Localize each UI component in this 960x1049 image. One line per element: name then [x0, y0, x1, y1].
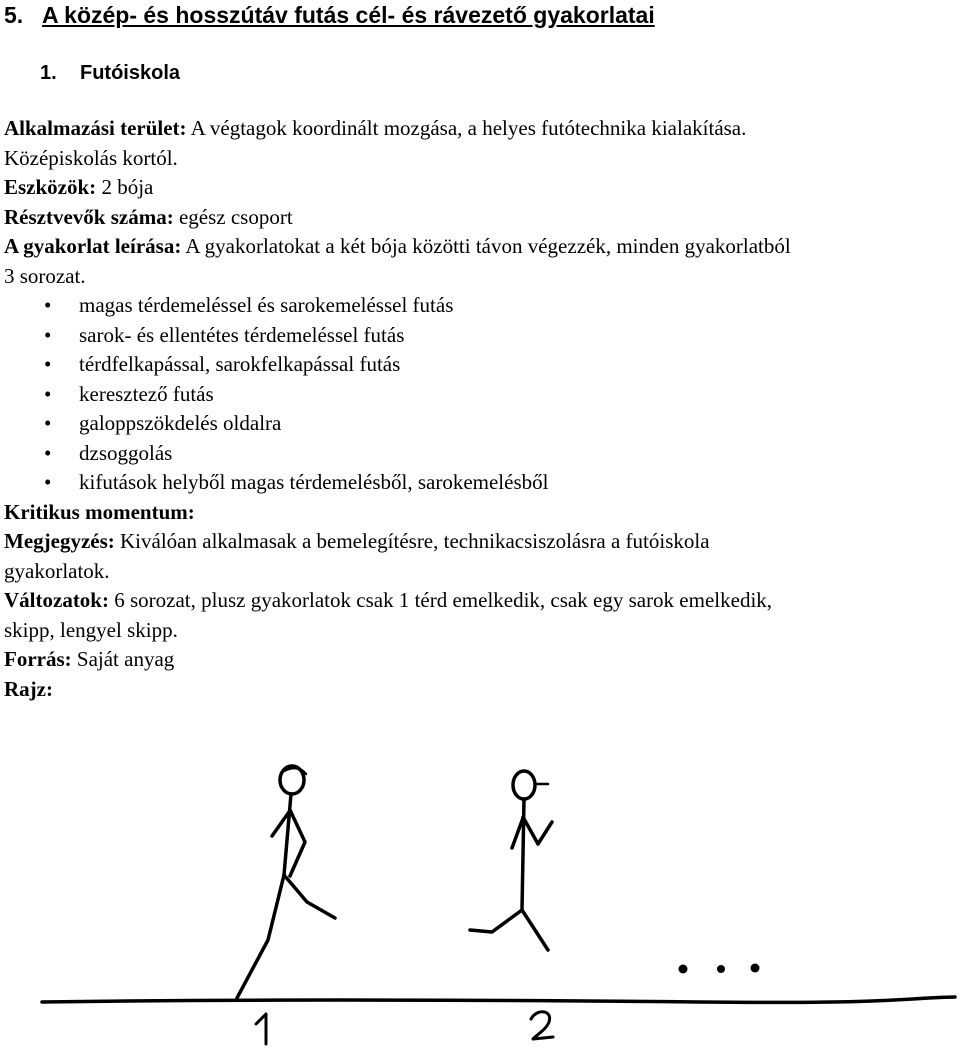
bullet-icon: •	[44, 322, 52, 347]
list-item	[4, 350, 956, 380]
exercise-number: 1.	[40, 62, 57, 84]
field-label: Résztvevők száma:	[4, 204, 174, 229]
field-label: Rajz:	[4, 676, 53, 701]
bullet-icon: •	[44, 440, 52, 465]
field-note-cont	[4, 557, 956, 587]
list-item	[4, 380, 956, 410]
field-variations	[4, 586, 956, 616]
field-value: 2 bója	[96, 175, 154, 199]
bullet-icon: •	[44, 411, 52, 435]
running-stick-figures-drawing	[0, 740, 960, 1049]
list-item	[4, 439, 956, 469]
field-application-area	[4, 114, 956, 144]
exercise-details	[4, 114, 956, 704]
field-label: Eszközök:	[4, 175, 97, 199]
list-item	[4, 321, 956, 351]
stick-figure-1	[237, 766, 335, 998]
number-label-1-icon	[256, 1014, 266, 1044]
ground-line	[42, 997, 955, 1002]
field-variations-cont	[4, 616, 956, 646]
field-equipment	[4, 173, 956, 203]
field-label: Változatok:	[4, 588, 109, 612]
field-value: skipp, lengyel skipp.	[4, 617, 178, 642]
field-critical-moment	[4, 498, 956, 528]
list-item-text: dzsoggolás	[79, 440, 173, 465]
field-note	[4, 527, 956, 557]
exercise-list	[4, 291, 956, 498]
list-item-text: kifutások helyből magas térdemelésből, sarokemelésből	[79, 470, 549, 494]
field-label: Megjegyzés:	[4, 529, 115, 553]
list-item-text: sarok- és ellentétes térdemeléssel futás	[79, 322, 405, 347]
bullet-icon: •	[44, 293, 52, 317]
list-item-text: galoppszökdelés oldalra	[79, 411, 282, 435]
field-value: egész csoport	[173, 204, 293, 229]
bullet-icon: •	[44, 381, 52, 406]
list-item-text: keresztező futás	[79, 381, 214, 406]
field-value: A gyakorlatokat a két bója közötti távon végezzék, minden gyakorlatból	[181, 234, 791, 258]
field-label: Kritikus momentum:	[4, 499, 195, 524]
list-item	[4, 291, 956, 321]
heading-number: 5.	[4, 2, 24, 28]
field-participants	[4, 203, 956, 233]
list-item-text: magas térdemeléssel és sarokemeléssel futás	[79, 293, 454, 317]
bullet-icon: •	[44, 352, 52, 376]
field-description	[4, 232, 956, 262]
list-item	[4, 468, 956, 498]
stick-figure-2	[470, 771, 552, 950]
field-value: 3 sorozat.	[4, 263, 86, 288]
heading-text: A közép- és hosszútáv futás cél- és rávezető gyakorlatai	[42, 2, 655, 28]
field-value: gyakorlatok.	[4, 558, 110, 583]
field-label: Forrás:	[4, 647, 72, 671]
list-item	[4, 409, 956, 439]
exercise-title	[40, 58, 180, 88]
continuation-dots-icon	[679, 964, 760, 974]
number-label-2-icon	[531, 1012, 553, 1039]
field-value: 6 sorozat, plusz gyakorlatok csak 1 térd emelkedik, csak egy sarok emelkedik,	[108, 588, 773, 612]
field-label: Alkalmazási terület:	[4, 116, 187, 140]
exercise-name: Futóiskola	[80, 62, 181, 84]
field-source	[4, 645, 956, 675]
field-value: Kiválóan alkalmasak a bemelegítésre, technikacsiszolásra a futóiskola	[114, 529, 710, 553]
page-heading	[4, 0, 655, 30]
field-value: A végtagok koordinált mozgása, a helyes futótechnika kialakítása.	[186, 116, 747, 140]
field-drawing	[4, 675, 956, 705]
field-value: Saját anyag	[71, 647, 175, 671]
field-label: A gyakorlat leírása:	[4, 234, 182, 258]
field-description-cont	[4, 262, 956, 292]
field-value: Középiskolás kortól.	[4, 145, 178, 170]
bullet-icon: •	[44, 470, 52, 494]
list-item-text: térdfelkapással, sarokfelkapással futás	[79, 352, 401, 376]
field-application-area-cont	[4, 144, 956, 174]
